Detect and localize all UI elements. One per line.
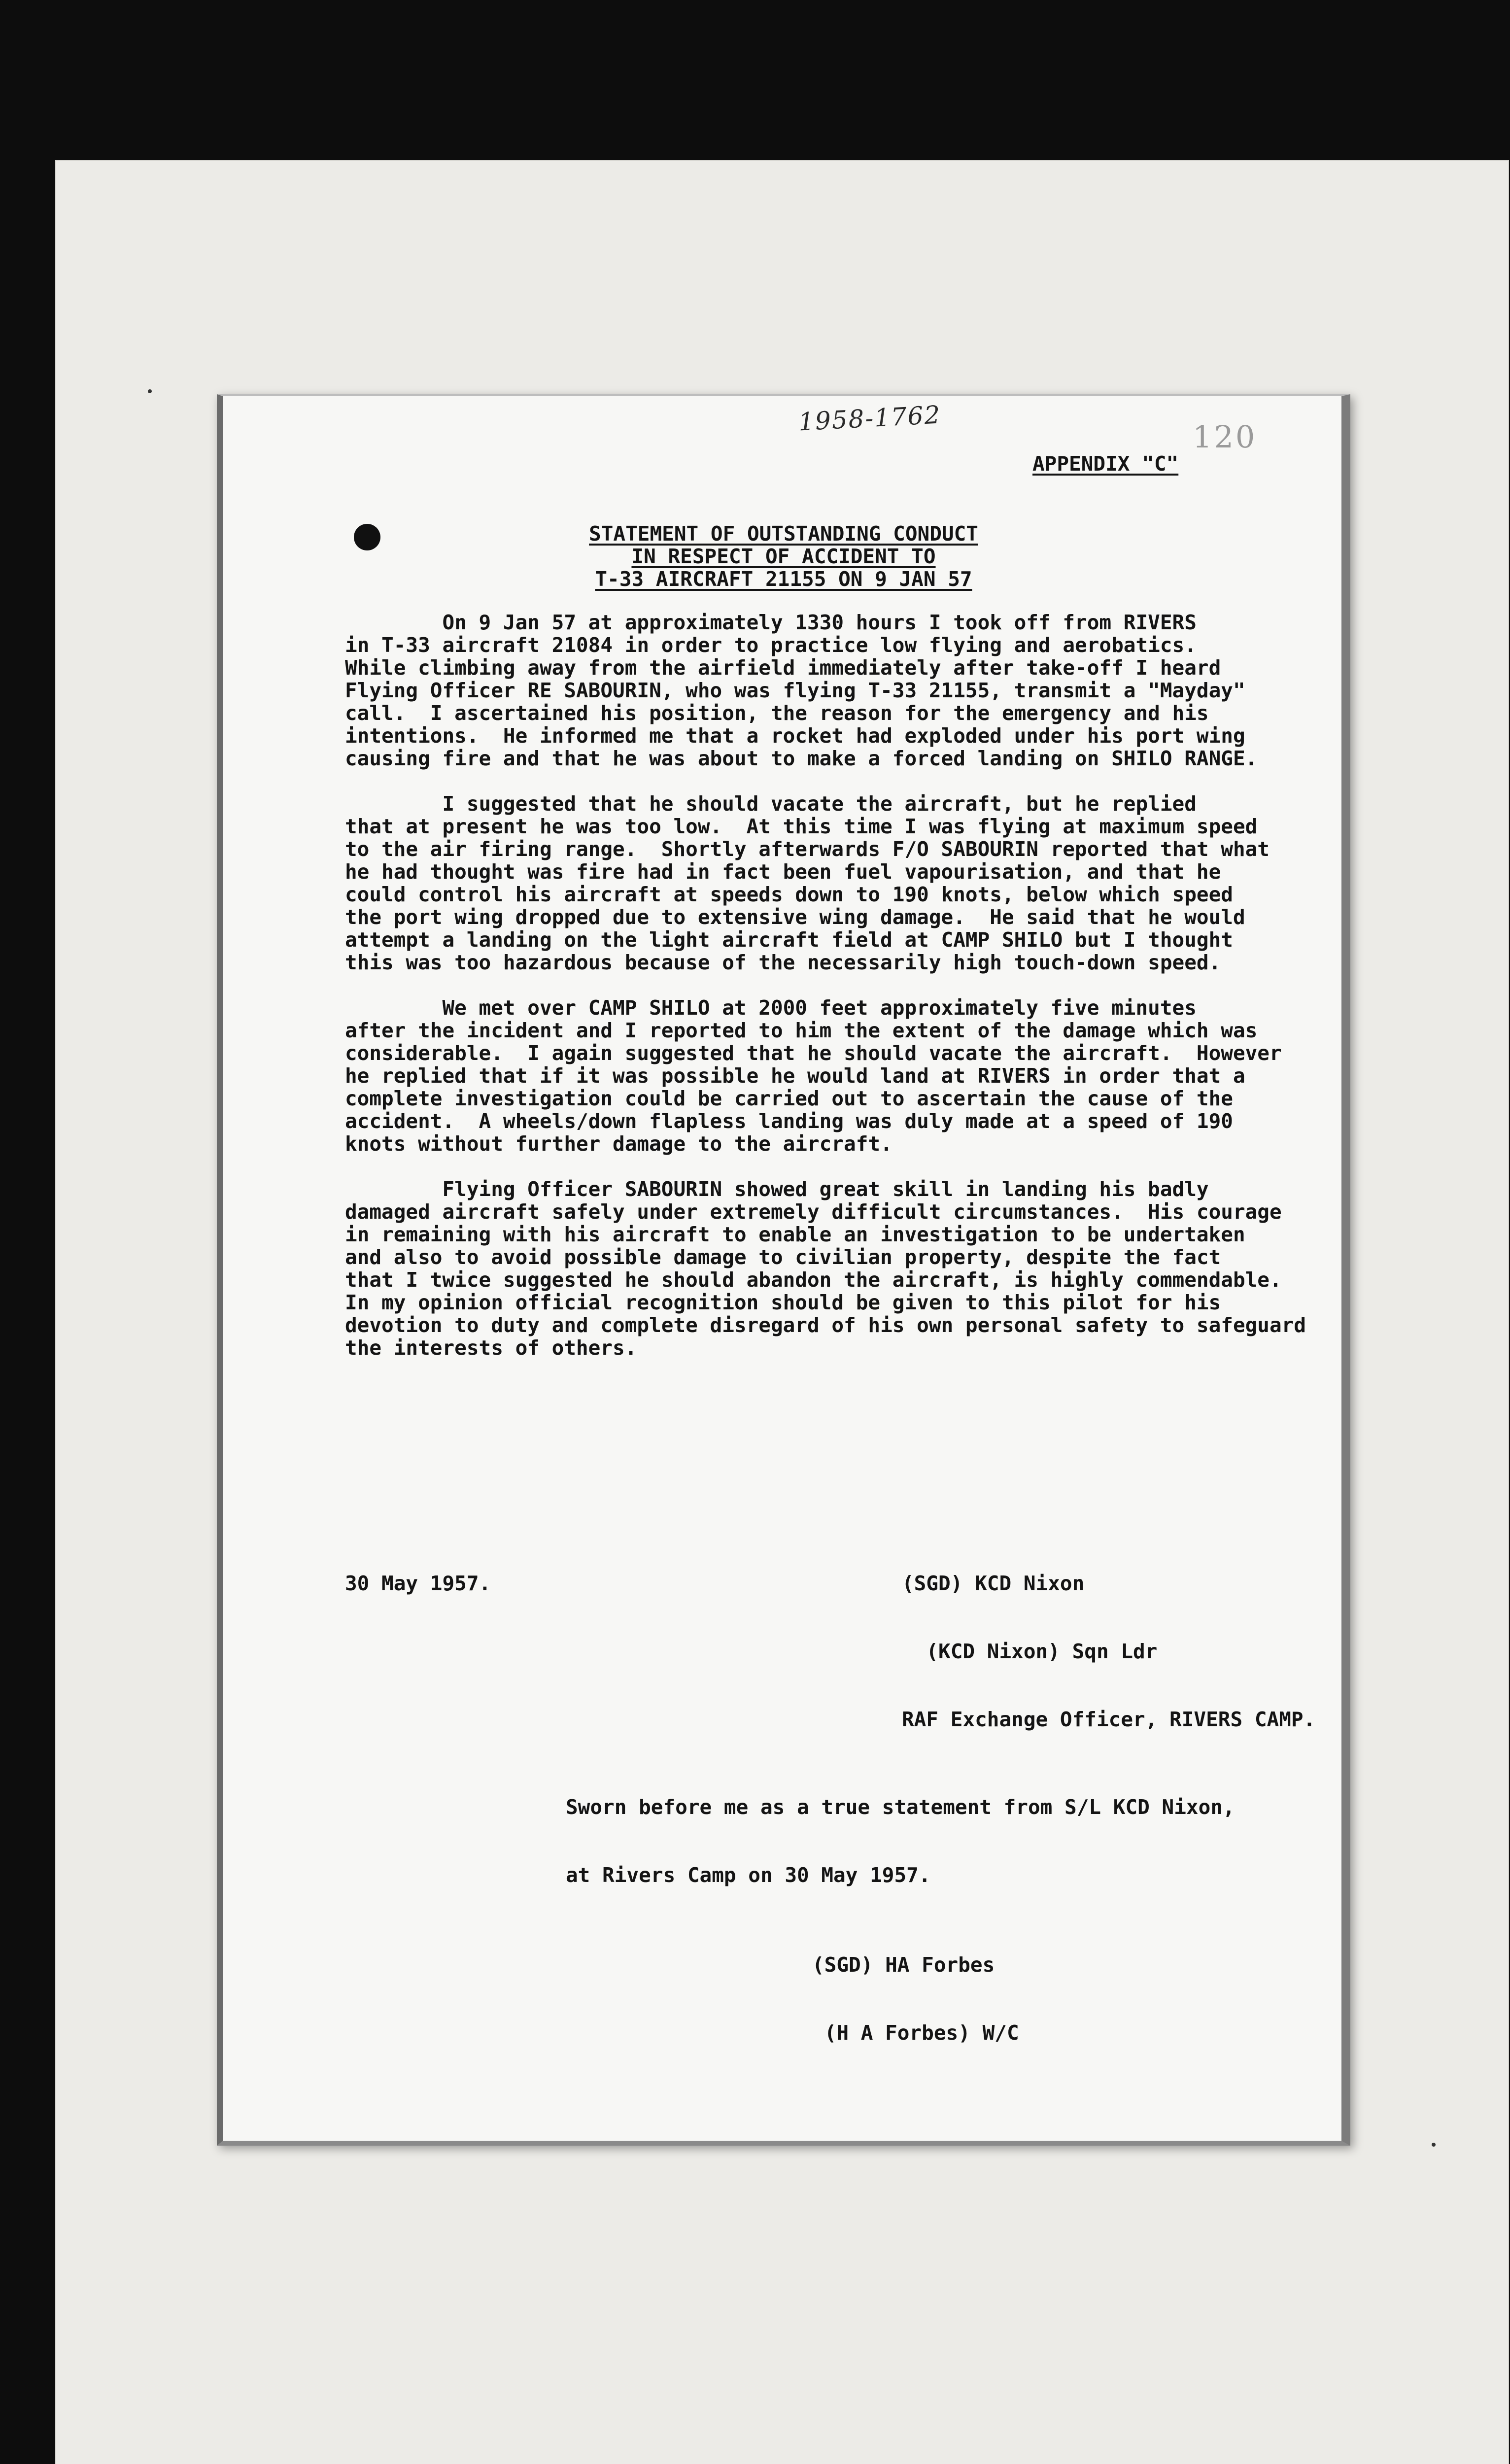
signature-position: RAF Exchange Officer, RIVERS CAMP. <box>902 1708 1316 1731</box>
statement-body <box>345 611 1306 1382</box>
sworn-statement <box>566 1750 1235 1932</box>
signature-block-nixon <box>902 1527 1315 1776</box>
statement-date: 30 May 1957. <box>345 1572 491 1595</box>
handwritten-reference: 1958-1762 <box>797 400 942 437</box>
appendix-label: APPENDIX "C" <box>1032 452 1179 476</box>
document-title <box>345 522 1222 590</box>
title-line-1: STATEMENT OF OUTSTANDING CONDUCT <box>589 522 978 546</box>
title-line-3: T-33 AIRCRAFT 21155 ON 9 JAN 57 <box>595 567 972 591</box>
paragraph-3: We met over CAMP SHILO at 2000 feet approximately five minutes after the incident and I reported to him the extent of the damage which was considerable. I again suggested that he should vacate the aircraft. However he replied that if it was possible he would land at RIVERS in order that a complete investigation could be carried out to ascertain the cause of the accident. A wheels/down flapless landing was duly made at a speed of 190 knots without further damage to the aircraft. <box>345 996 1282 1156</box>
sworn-line-2: at Rivers Camp on 30 May 1957. <box>566 1863 931 1887</box>
page-number-stamp: 120 <box>1193 419 1257 455</box>
signature-line: (SGD) KCD Nixon <box>902 1572 1085 1595</box>
title-line-2: IN RESPECT OF ACCIDENT TO <box>631 545 936 568</box>
scan-speck <box>1432 2143 1436 2147</box>
paragraph-4: Flying Officer SABOURIN showed great skill in landing his badly damaged aircraft safely under extremely difficult circumstances. His courage in remaining with his aircraft to enable an investigation to be undertaken and also to avoid possible damage to civilian property, despite the fact that I twice suggested he should abandon the aircraft, is highly commendable. In my opinion official recognition should be given to this pilot for his devotion to duty and complete disregard of his own personal safety to safeguard the interests of others. <box>345 1177 1306 1360</box>
sworn-line-1: Sworn before me as a true statement from S/L KCD Nixon, <box>566 1795 1235 1819</box>
signature-name-rank: (H A Forbes) W/C <box>812 2021 1019 2045</box>
paragraph-2: I suggested that he should vacate the aircraft, but he replied that at present he was too low. At this time I was flying at maximum speed to the air firing range. Shortly afterwards F/O SABOURIN reported that what he had thought was fire had in fact been fuel vapourisation, and that he could control his aircraft at speeds down to 190 knots, below which speed the port wing dropped due to extensive wing damage. He said that he would attempt a landing on the light aircraft field at CAMP SHILO but I thought this was too hazardous because of the necessarily high touch-down speed. <box>345 792 1270 974</box>
signature-line: (SGD) HA Forbes <box>812 1953 995 1977</box>
paragraph-1: On 9 Jan 57 at approximately 1330 hours I took off from RIVERS in T-33 aircraft 21084 in order to practice low flying and aerobatics. While climbing away from the airfield immediately after take-off I heard Flying Officer RE SABOURIN, who was flying T-33 21155, transmit a "Mayday" call. I ascertained his position, the reason for the emergency and his intentions. He informed me that a rocket had exploded under his port wing causing fire and that he was about to make a forced landing on SHILO RANGE. <box>345 611 1258 770</box>
signature-block-forbes <box>812 1908 1019 2089</box>
scan-speck <box>148 389 152 393</box>
signature-name-rank: (KCD Nixon) Sqn Ldr <box>902 1640 1158 1663</box>
